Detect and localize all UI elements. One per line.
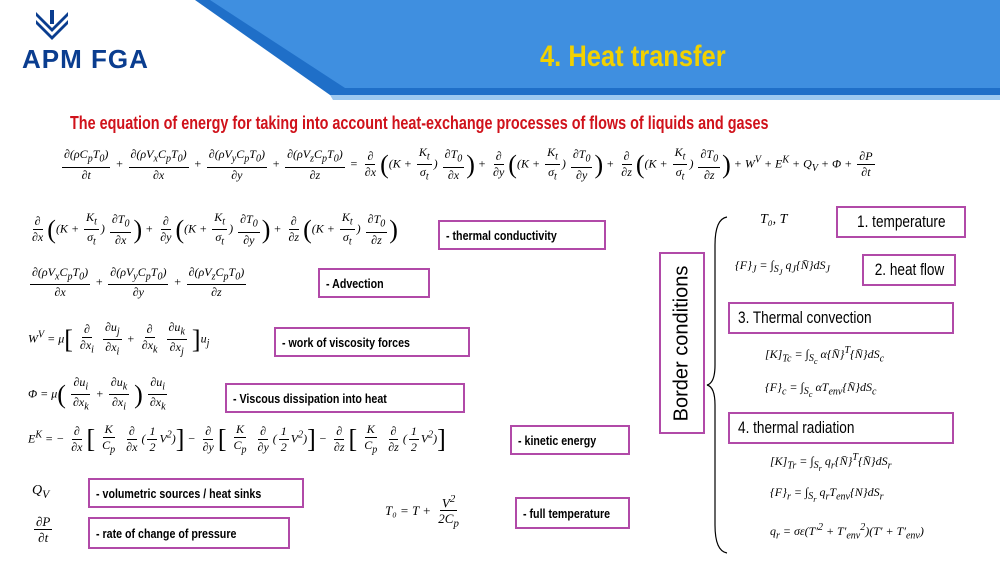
label-rate-pressure: - rate of change of pressure <box>88 517 290 549</box>
viscosity-work-formula: $W^V = \mu$[ $\frac{\partial}{\partial x_i}$ $\frac{\partial u_j}{\partial x_i}$ + $\frac{\partial}{\partial x_k}$ $\frac{\partial u_k}{\partial x_j}$ ]$u_j$ <box>28 320 210 358</box>
label-kinetic-energy: - kinetic energy <box>510 425 630 455</box>
energy-equation: $\frac{\partial(\rho C_pT_0)}{\partial t}$ + $\frac{\partial(\rho V_xC_pT_0)}{\partial x}$ + $\frac{\partial(\rho V_yC_pT_0)}{\partial y}$ + $\frac{\partial(\rho V_zC_pT_0)}{\partial z}$ = $\frac{\partial}{\partial x}$ ((K + $\frac{K_t}{\sigma_t}$ ) $\frac{\partial T_0}{\partial x}$ ) + $\frac{\partial}{\partial y}$ ((K + $\frac{K_t}{\sigma_t}$ ) $\frac{\partial T_0}{\partial y}$ ) + $\frac{\partial}{\partial z}$ ((K + $\frac{K_t}{\sigma_t}$ ) $\frac{\partial T_0}{\partial z}$ ) + $W^V + E^K + Q_V + \Phi$ + $\frac{\partial P}{\partial t}$ <box>64 145 873 183</box>
label-advection: - Advection <box>318 268 430 298</box>
curly-brace-icon <box>705 215 729 555</box>
bc-thermal-radiation: 4. thermal radiation <box>728 412 954 444</box>
full-temperature-formula: T₀ = T + $\frac{V^2}{2C_p}$ <box>385 493 459 530</box>
label-viscous-dissipation: - Viscous dissipation into heat <box>225 383 465 413</box>
header-band <box>0 0 1000 115</box>
label-volumetric-sources: - volumetric sources / heat sinks <box>88 478 304 508</box>
pressure-rate-formula: $\frac{\partial P}{\partial t}$ <box>36 514 51 545</box>
radiation-q-formula: $q_r = \sigma\varepsilon(T'^2 + T'_{env}^2)(T' + T'_{env})$ <box>770 522 924 542</box>
logo-text: APM FGA <box>22 44 149 74</box>
bc-thermal-convection: 3. Thermal convection <box>728 302 954 334</box>
border-conditions-title: Border conditions <box>670 265 693 421</box>
convection-matrix-formula: $[K]_{Tc} = \int_{S_c}$ $\alpha\{N̄\}^T\{N̄\}dS_c$ <box>765 345 885 367</box>
apm-logo-icon <box>34 8 70 44</box>
thermal-conductivity-formula: $\frac{\partial}{\partial x}$ ((K + $\frac{K_t}{\sigma_t}$ ) $\frac{\partial T_0}{\partial x}$ ) + $\frac{\partial}{\partial y}$ ((K + $\frac{K_t}{\sigma_t}$ ) $\frac{\partial T_0}{\partial y}$ ) + $\frac{\partial}{\partial z}$ ((K + $\frac{K_t}{\sigma_t}$ ) $\frac{\partial T_0}{\partial z}$ ) <box>32 210 398 248</box>
convection-flux-formula: $\{F\}_c = \int_{S_c}$ $\alpha T_{env}\{N̄\}dS_c$ <box>765 380 877 400</box>
slide-title: 4. Heat transfer <box>540 40 726 73</box>
label-thermal-conductivity: - thermal conductivity <box>438 220 606 250</box>
dissipation-formula: Φ = μ( $\frac{\partial u_i}{\partial x_k}$ + $\frac{\partial u_k}{\partial x_i}$ ) $\frac{\partial u_i}{\partial x_k}$ <box>28 375 166 413</box>
kinetic-energy-formula: $E^K$ = − $\frac{\partial}{\partial x}$ [ $\frac{K}{C_p}$ $\frac{\partial}{\partial x}$ ( $\frac{1}{2}$ $V^2$)] − $\frac{\partial}{\partial y}$ [ $\frac{K}{C_p}$ $\frac{\partial}{\partial y}$ ( $\frac{1}{2}$ $V^2$)] − $\frac{\partial}{\partial z}$ [ $\frac{K}{C_p}$ $\frac{\partial}{\partial z}$ ( $\frac{1}{2}$ $V^2$)] <box>28 422 446 456</box>
subtitle: The equation of energy for taking into account heat-exchange processes of flows of liquids and gases <box>70 113 769 133</box>
bc-heat-flow: 2. heat flow <box>862 254 956 286</box>
temperature-symbol: T₀, T <box>760 212 788 227</box>
advection-formula: $\frac{\partial(\rho V_xC_pT_0)}{\partial x}$ + $\frac{\partial(\rho V_yC_pT_0)}{\partial y}$ + $\frac{\partial(\rho V_zC_pT_0)}{\partial z}$ <box>32 265 245 300</box>
heat-flow-formula: $\{F\}_J = \int_{S_J}$ $q_J\{N̄\}dS_J$ <box>735 258 830 278</box>
radiation-matrix-formula: $[K]_{Tr} = \int_{S_r}$ $q_r\{N̄\}^T\{N̄\}dS_r$ <box>770 452 892 474</box>
qv-symbol: $Q_V$ <box>32 483 50 501</box>
label-work-viscosity: - work of viscosity forces <box>274 327 470 357</box>
border-conditions-box <box>659 252 705 434</box>
label-full-temperature: - full temperature <box>515 497 630 529</box>
radiation-flux-formula: $\{F\}_r = \int_{S_r}$ $q_rT_{env}\{N\}dS_r$ <box>770 485 884 505</box>
bc-temperature: 1. temperature <box>836 206 966 238</box>
